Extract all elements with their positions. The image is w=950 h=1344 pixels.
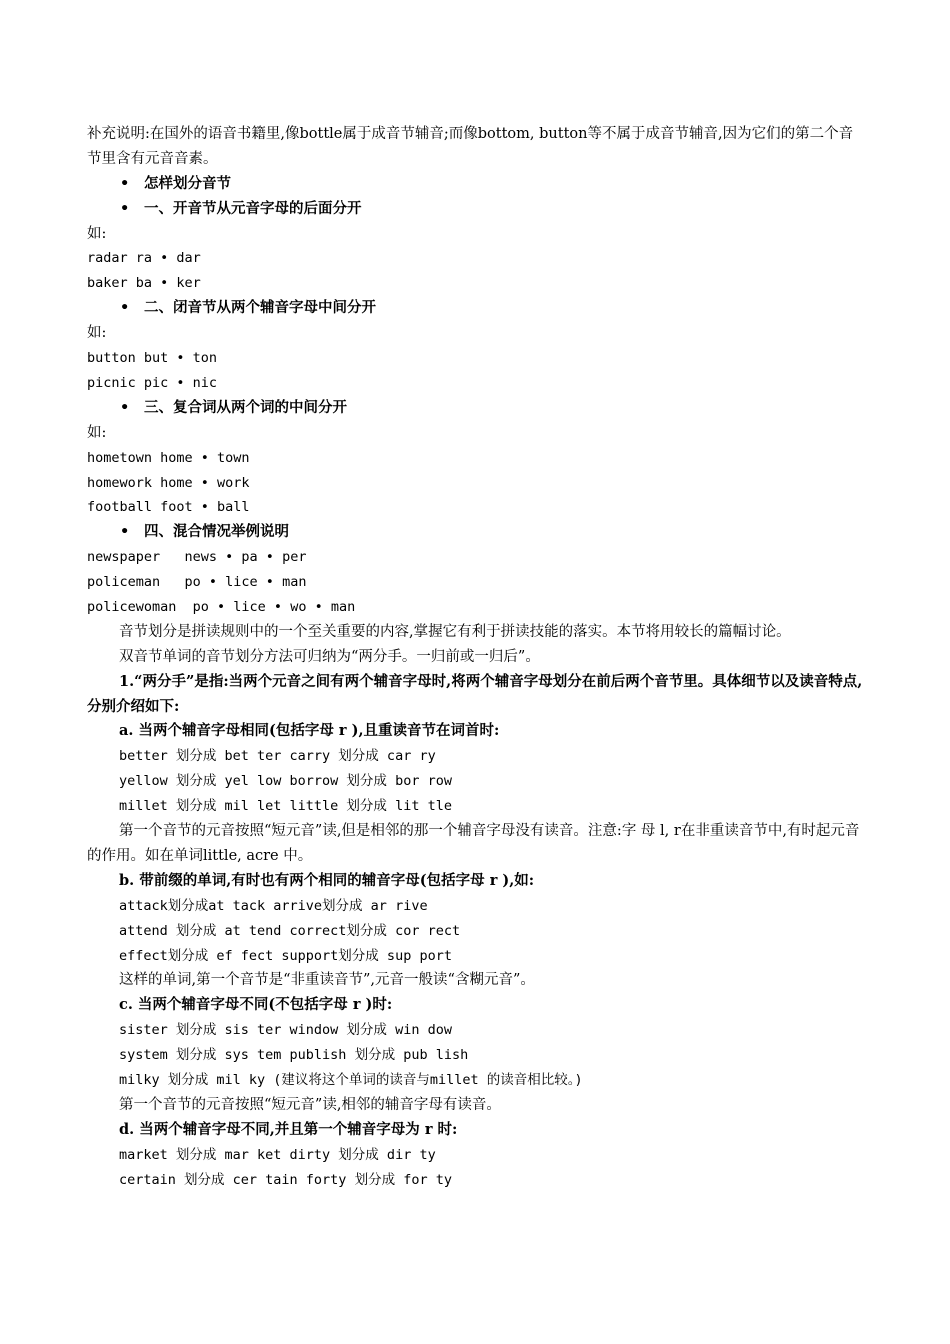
example-line: homework home • work <box>87 474 250 491</box>
note-paragraph: 补充说明:在国外的语音书籍里,像bottle属于成音节辅音;而像bottom, button等不属于成音节辅音,因为它们的第二个音节里含有元音音素。 <box>87 126 854 167</box>
example-line: radar ra • dar <box>87 250 201 267</box>
subheading-c: c. 当两个辅音字母不同(不包括字母 r )时: <box>119 996 393 1014</box>
example-line: button but • ton <box>87 350 218 367</box>
body-paragraph: 这样的单词,第一个音节是“非重读音节”,元音一般读“含糊元音”。 <box>119 972 535 989</box>
example-line: system 划分成 sys tem publish 划分成 pub lish <box>119 1047 469 1064</box>
example-line: football foot • ball <box>87 499 250 516</box>
example-line: attend 划分成 at tend correct划分成 cor rect <box>119 922 461 939</box>
bullet-icon: • <box>120 200 130 217</box>
body-paragraph: 第一个音节的元音按照“短元音”读,但是相邻的那一个辅音字母没有读音。注意:字 母 l, r在非重读音节中,有时起元音的作用。如在单词little, acre 中。 <box>87 823 860 864</box>
bullet-icon: • <box>120 399 130 416</box>
example-line: milky 划分成 mil ky (建议将这个单词的读音与millet 的读音相比较。) <box>119 1071 583 1088</box>
bullet-heading <box>87 396 865 421</box>
body-paragraph: 双音节单词的音节划分方法可归纳为“两分手。一归前或一归后”。 <box>119 648 540 665</box>
bullet-icon: • <box>120 175 130 192</box>
example-label: 如: <box>87 325 107 342</box>
example-line: policewoman po • lice • wo • man <box>87 598 356 615</box>
subheading-b: b. 带前缀的单词,有时也有两个相同的辅音字母(包括字母 r ),如: <box>119 871 535 889</box>
bullet-heading <box>87 172 865 197</box>
example-line: picnic pic • nic <box>87 374 218 391</box>
heading-text: 一、开音节从元音字母的后面分开 <box>144 199 362 217</box>
rule-paragraph: 1.“两分手”是指:当两个元音之间有两个辅音字母时,将两个辅音字母划分在前后两个音节里。具体细节以及读音特点,分别介绍如下: <box>87 672 863 715</box>
heading-text: 三、复合词从两个词的中间分开 <box>144 398 347 416</box>
bullet-heading <box>87 197 865 222</box>
example-line: better 划分成 bet ter carry 划分成 car ry <box>119 748 436 765</box>
bullet-heading <box>87 296 865 321</box>
bullet-heading <box>87 520 865 545</box>
example-line: certain 划分成 cer tain forty 划分成 for ty <box>119 1171 452 1188</box>
bullet-icon: • <box>120 300 130 317</box>
body-paragraph: 第一个音节的元音按照“短元音”读,相邻的辅音字母有读音。 <box>119 1096 501 1113</box>
heading-text: 怎样划分音节 <box>144 174 231 192</box>
example-line: hometown home • town <box>87 449 250 466</box>
subheading-a: a. 当两个辅音字母相同(包括字母 r ),且重读音节在词首时: <box>119 722 500 740</box>
heading-text: 二、闭音节从两个辅音字母中间分开 <box>144 299 376 317</box>
example-label: 如: <box>87 424 107 441</box>
example-line: millet 划分成 mil let little 划分成 lit tle <box>119 798 452 815</box>
subheading-d: d. 当两个辅音字母不同,并且第一个辅音字母为 r 时: <box>119 1120 458 1138</box>
body-paragraph: 音节划分是拼读规则中的一个至关重要的内容,掌握它有利于拼读技能的落实。本节将用较长的篇幅讨论。 <box>119 623 791 640</box>
example-line: newspaper news • pa • per <box>87 549 307 566</box>
example-line: effect划分成 ef fect support划分成 sup port <box>119 947 452 964</box>
example-line: policeman po • lice • man <box>87 574 307 591</box>
example-line: sister 划分成 sis ter window 划分成 win dow <box>119 1022 452 1039</box>
example-line: yellow 划分成 yel low borrow 划分成 bor row <box>119 773 452 790</box>
example-line: market 划分成 mar ket dirty 划分成 dir ty <box>119 1146 436 1163</box>
example-label: 如: <box>87 225 107 242</box>
bullet-icon: • <box>120 524 130 541</box>
example-line: attack划分成at tack arrive划分成 ar rive <box>119 897 428 914</box>
document-page <box>87 122 865 1192</box>
heading-text: 四、混合情况举例说明 <box>144 523 289 541</box>
example-line: baker ba • ker <box>87 275 201 292</box>
